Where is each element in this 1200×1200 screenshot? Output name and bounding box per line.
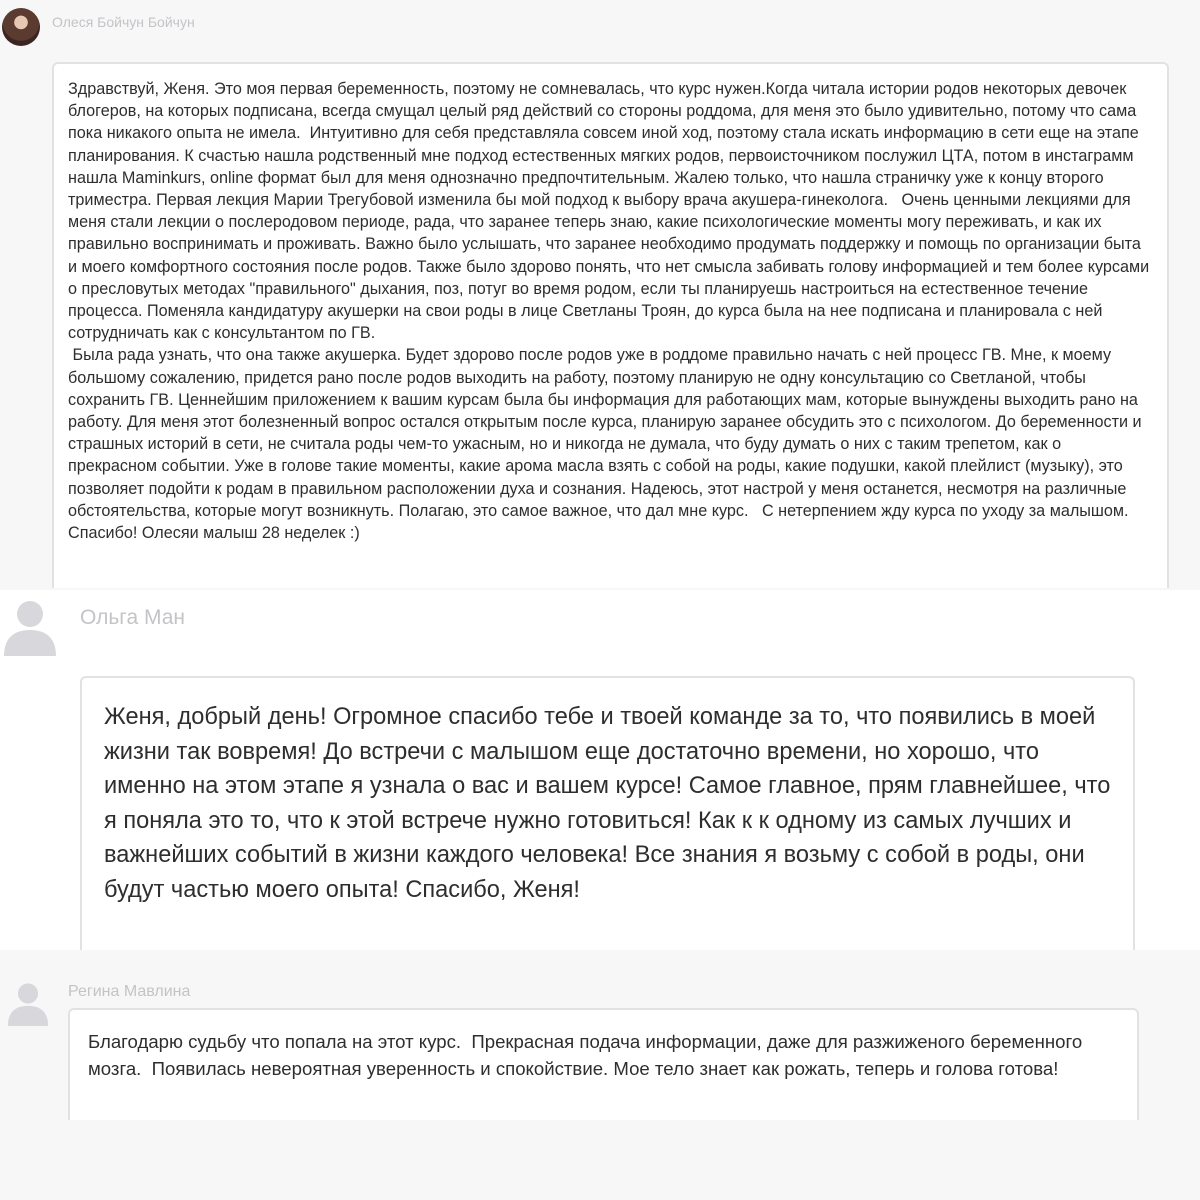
- author-name[interactable]: Регина Мавлина: [68, 983, 191, 1000]
- review-text: Женя, добрый день! Огромное спасибо тебе и твоей команде за то, что появились в моей жизни так вовремя! До встречи с малышом еще достаточно времени, но хорошо, что именно на этом этапе я узнала о вас и вашем курсе! Самое главное, прям главнейшее, что я поняла это то, что к этой встрече нужно готовиться! Как к к одному из самых лучших и важнейших событий в жизни каждого человека! Все знания я возьму с собой в роды, они будут частью моего опыта! Спасибо, Женя!: [104, 704, 1117, 903]
- author-name[interactable]: Олеся Бойчун Бойчун: [52, 14, 195, 30]
- review-card: [52, 62, 1169, 588]
- review-text: Благодарю судьбу что попала на этот курс. Прекрасная подача информации, даже для разжиженого беременного мозга. Появилась невероятная уверенность и спокойствие. Мое тело знает как рожать, теперь и голова готова!: [88, 1031, 1088, 1079]
- review-item: [0, 0, 1200, 590]
- review-item: [0, 950, 1200, 1120]
- review-card: [80, 676, 1135, 950]
- review-card: [68, 1008, 1139, 1120]
- review-text: Здравствуй, Женя. Это моя первая беременность, поэтому не сомневалась, что курс нужен.Когда читала истории родов некоторых девочек блогеров, на которых подписана, всегда смущал целый ряд действий со стороны роддома, для меня это было удивительно, потому что сама пока никакого опыта не имела. Интуитивно для себя представляла совсем иной ход, поэтому стала искать информацию в сети еще на этапе планирования. К счастью нашла родственный мне подход естественных мягких родов, первоисточником послужил ЦТА, потом в инстаграмм нашла Maminkurs, online формат был для меня однозначно предпочтительным. Жалею только, что нашла страничку уже к концу второго триместра. Первая лекция Марии Трегубовой изменила бы мой подход к выбору врача акушера-гинеколога. Очень ценными лекциями для меня стали лекции о послеродовом периоде, рада, что заранее теперь знаю, какие психологические моменты могу переживать, и как их правильно воспринимать и проживать. Важно было услышать, что заранее необходимо продумать поддержку и помощь по организации быта и моего комфортного состояния после родов. Также было здорово понять, что нет смысла забивать голову информацией и тем более курсами о пресловутых методах "правильного" дыхания, поз, потуг во время родом, если ты планируешь настроиться на естественное течение процесса. Поменяла кандидатуру акушерки на свои роды в лице Светланы Троян, до курса была на нее подписана и планировала с ней сотрудничать как с консультантом по ГВ. Была рада узнать, что она также акушерка. Будет здорово после родов уже в роддоме правильно начать с ней процесс ГВ. Мне, к моему большому сожалению, придется рано после родов выходить на работу, поэтому планирую не одну консультацию со Светланой, чтобы сохранить ГВ. Ценнейшим приложением к вашим курсам была бы информация для работающих мам, которые вынуждены выходить рано на работу. Для меня этот болезненный вопрос остался открытым после курса, планирую заранее обсудить это с психологом. До беременности и страшных историй в сети, не считала роды чем-то ужасным, но и никогда не думала, что буду думать о них с таким трепетом, как о прекрасном событии. Уже в голове такие моменты, какие арома масла взять с собой на роды, какие подушки, какой плейлист (музыку), это позволяет подойти к родам в правильном расположении духа и сознания. Надеюсь, этот настрой у меня останется, несмотря на различные обстоятельства, которые могут возникнуть. Полагаю, это самое важное, что дал мне курс. С нетерпением жду курса по уходу за малышом. Спасибо! Олесяи малыш 28 неделек :): [68, 80, 1150, 543]
- default-user-icon[interactable]: [2, 594, 58, 656]
- default-user-icon[interactable]: [6, 978, 50, 1026]
- avatar[interactable]: [2, 8, 40, 46]
- author-name[interactable]: Ольга Ман: [80, 606, 186, 629]
- review-item: [0, 590, 1200, 950]
